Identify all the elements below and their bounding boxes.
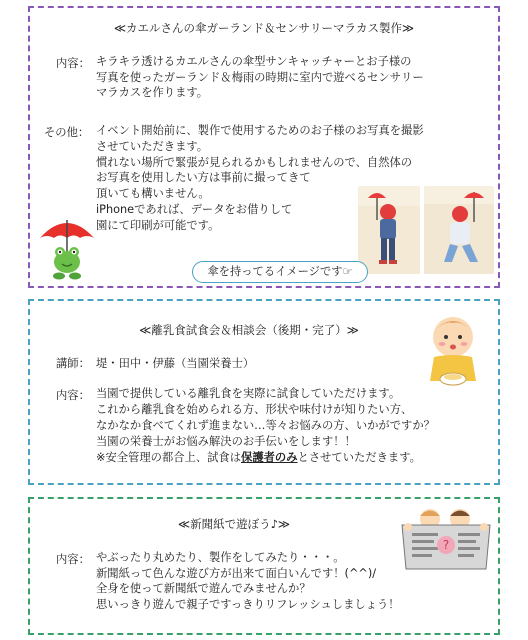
content-text	[96, 54, 424, 101]
safety-note	[96, 450, 435, 466]
text-line: なかなか食べてくれず進まない…等々お悩みの方、いかがですか？	[96, 419, 435, 432]
text-line: 新聞紙って色んな遊び方が出来て面白いんです！(^^)/	[96, 566, 377, 580]
text-line: 当園の栄養士がお悩み解決のお手伝いをします！！	[96, 435, 356, 448]
text-line: させていただきます。	[96, 139, 209, 153]
section-title: ≪新聞紙で遊ぼう♪≫	[178, 517, 290, 531]
text-line: 頂いても構いません。	[96, 187, 210, 201]
note-emphasis: 保護者のみ	[241, 451, 298, 464]
event-section-frog-umbrella	[28, 6, 500, 288]
section-title: ≪離乳食試食会＆相談会（後期・完了）≫	[139, 323, 359, 337]
text-line: やぶったり丸めたり、製作をしてみたり・・・。	[96, 551, 345, 564]
frog-umbrella-illustration	[36, 212, 98, 284]
text-line: お写真を使用したい方は事前に撮ってきて	[96, 171, 311, 185]
newspaper-kids-illustration	[398, 505, 494, 573]
lecturer-label: 講師：	[56, 357, 90, 370]
svg-text:?: ?	[442, 538, 450, 552]
text-line: 写真を使ったガーランド＆梅雨の時期に室内で遊べるセンサリー	[96, 70, 424, 84]
content-label: 内容：	[56, 553, 90, 566]
text-line: 園にて印刷が可能です。	[96, 218, 220, 232]
event-section-newspaper	[28, 497, 500, 635]
event-section-baby-food	[28, 299, 500, 485]
note-text: とさせていただきます。	[297, 451, 421, 464]
other-label: その他：	[44, 126, 90, 139]
text-line: マラカスを作ります。	[96, 86, 209, 99]
child-photo-2	[424, 186, 494, 274]
text-line: イベント開始前に、製作で使用するためのお子様のお写真を撮影	[96, 124, 424, 137]
baby-eating-illustration	[422, 309, 484, 389]
text-line: 思いっきり遊んで親子ですっきりリフレッシュしましょう！	[96, 597, 400, 611]
content-label: 内容：	[56, 389, 90, 402]
text-line: 当園で提供している離乳食を実際に試食していただけます。	[96, 387, 401, 400]
lecturer-names: 堤・田中・伊藤（当園栄養士）	[96, 357, 255, 370]
text-line: キラキラ透けるカエルさんの傘型サンキャッチャーとお子様の	[96, 55, 412, 68]
section-title: ≪カエルさんの傘ガーランド＆センサリーマラカス製作≫	[113, 21, 415, 35]
note-text: ※安全管理の都合上、試食は	[96, 451, 242, 464]
text-line: iPhoneであれば、データをお借りして	[96, 202, 293, 216]
content-label: 内容：	[56, 57, 90, 70]
content-text	[96, 550, 400, 612]
child-photo-1	[358, 186, 420, 274]
content-text	[96, 386, 435, 466]
text-line: 慣れない場所で緊張が見られるかもしれませんので、自然体の	[96, 155, 413, 169]
text-line: これから離乳食を始められる方、形状や味付けが知りたい方、	[96, 403, 413, 416]
text-line: 全身を使って新聞紙で遊んでみませんか？	[96, 582, 311, 595]
image-caption-bubble: 傘を持ってるイメージです☞	[192, 261, 368, 283]
